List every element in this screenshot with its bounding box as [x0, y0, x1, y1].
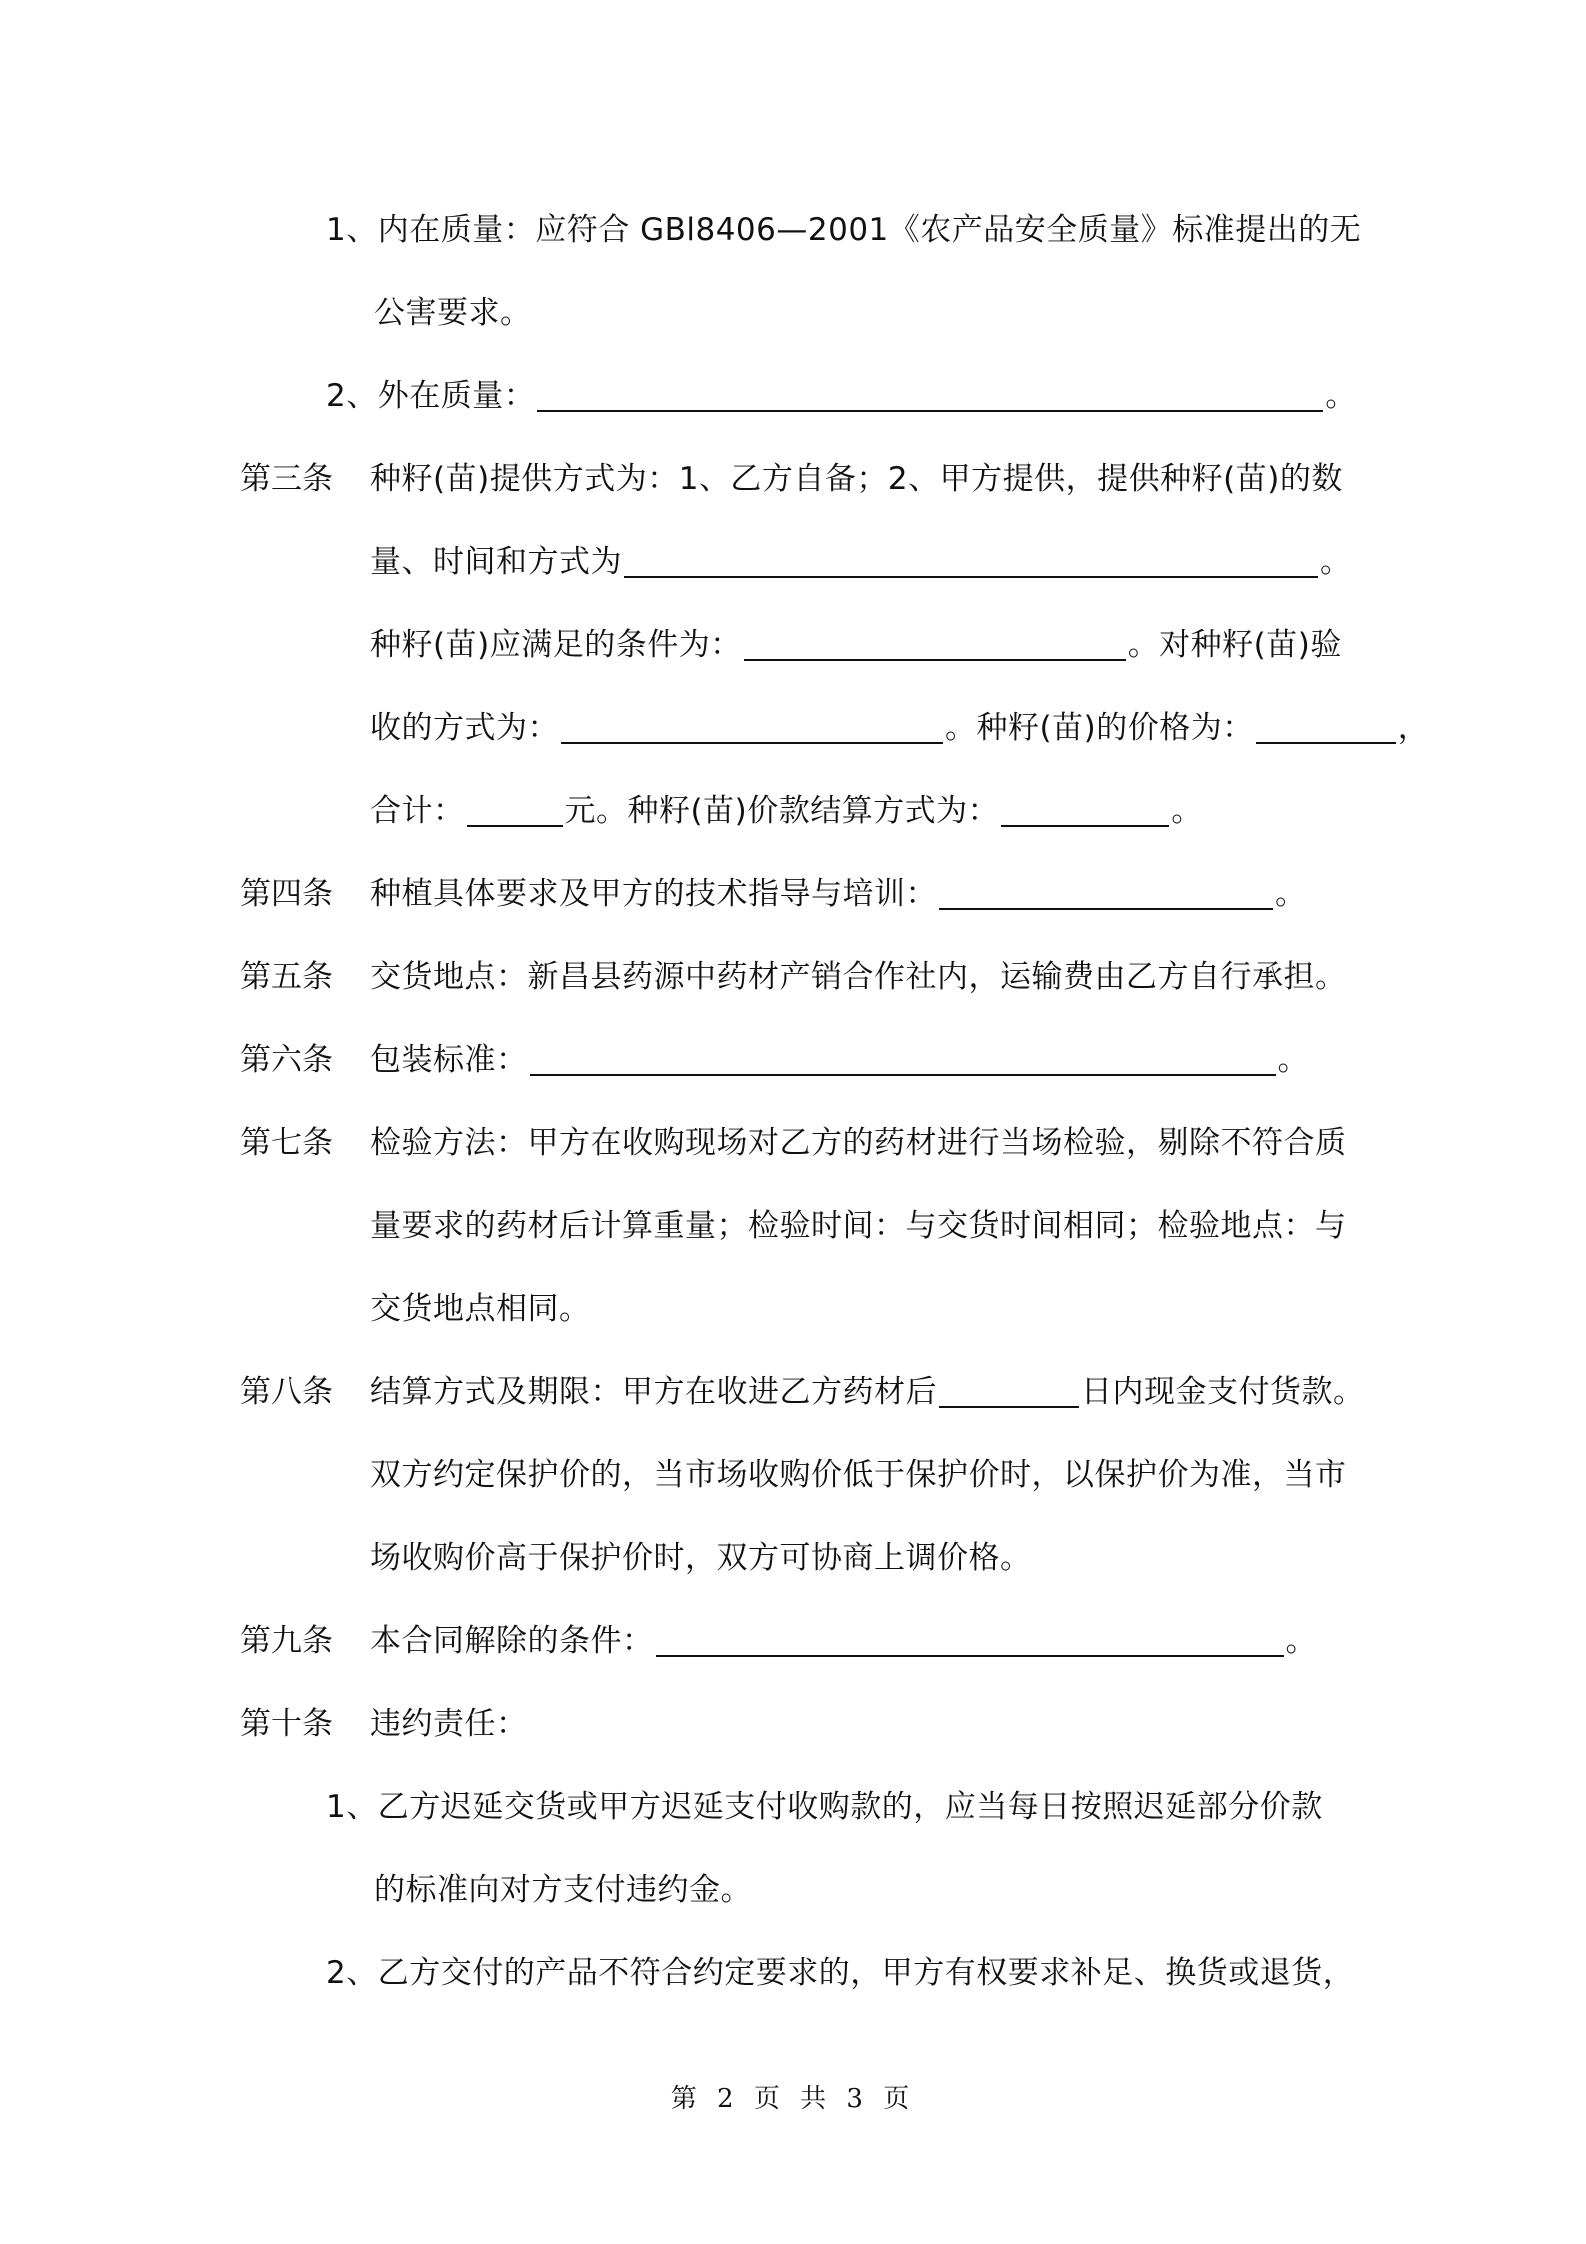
external-quality-blank[interactable] — [537, 366, 1323, 412]
seed-condition-blank[interactable] — [744, 615, 1126, 661]
packaging-standard-blank[interactable] — [530, 1030, 1276, 1076]
page-number-footer: 第 2 页 共 3 页 — [670, 2084, 916, 2114]
article-3-number: 第三条 — [240, 461, 333, 497]
seed-price-blank[interactable] — [1256, 698, 1396, 744]
acceptance-method-blank[interactable] — [561, 698, 943, 744]
article-3-line-1: 种籽(苗)提供方式为：1、乙方自备；2、甲方提供，提供种籽(苗)的数 — [370, 461, 1343, 497]
quality-item-1: 1、内在质量：应符合 GBl8406—2001《农产品安全质量》标准提出的无 — [326, 212, 1362, 248]
article-10-title: 违约责任： — [370, 1706, 528, 1742]
article-3-line-4: 收的方式为： 。种籽(苗)的价格为： ， — [370, 698, 1429, 758]
total-amount-blank[interactable] — [467, 781, 563, 827]
article-8-number: 第八条 — [240, 1374, 333, 1410]
liability-item-1-cont: 的标准向对方支付违约金。 — [374, 1872, 752, 1908]
article-7-line-2: 量要求的药材后计算重量；检验时间：与交货时间相同；检验地点：与 — [370, 1208, 1347, 1244]
article-10-number: 第十条 — [240, 1706, 333, 1742]
article-4-number: 第四条 — [240, 876, 333, 912]
article-7-number: 第七条 — [240, 1125, 333, 1161]
article-9-number: 第九条 — [240, 1623, 333, 1659]
article-4-line: 种植具体要求及甲方的技术指导与培训： 。 — [370, 864, 1307, 924]
liability-item-1: 1、乙方迟延交货或甲方迟延支付收购款的，应当每日按照迟延部分价款 — [326, 1789, 1323, 1825]
article-6-line: 包装标准： 。 — [370, 1030, 1309, 1090]
article-6-number: 第六条 — [240, 1042, 333, 1078]
article-9-line: 本合同解除的条件： 。 — [370, 1611, 1317, 1671]
seed-supply-blank[interactable] — [624, 532, 1318, 578]
article-8-line-2: 双方约定保护价的，当市场收购价低于保护价时，以保护价为准，当市 — [370, 1457, 1347, 1493]
quality-item-1-cont: 公害要求。 — [374, 295, 532, 331]
quality-item-2: 2、外在质量： 。 — [326, 366, 1357, 426]
article-3-line-3: 种籽(苗)应满足的条件为： 。对种籽(苗)验 — [370, 615, 1342, 675]
settlement-method-blank[interactable] — [1001, 781, 1169, 827]
article-5-line: 交货地点：新昌县药源中药材产销合作社内，运输费由乙方自行承担。 — [370, 959, 1347, 995]
article-7-line-1: 检验方法：甲方在收购现场对乙方的药材进行当场检验，剔除不符合质 — [370, 1125, 1347, 1161]
article-8-line-1: 结算方式及期限：甲方在收进乙方药材后 日内现金支付货款。 — [370, 1362, 1365, 1422]
article-5-number: 第五条 — [240, 959, 333, 995]
planting-requirements-blank[interactable] — [939, 864, 1273, 910]
termination-conditions-blank[interactable] — [656, 1611, 1284, 1657]
article-7-line-3: 交货地点相同。 — [370, 1291, 591, 1327]
article-3-line-2: 量、时间和方式为 。 — [370, 532, 1352, 592]
liability-item-2: 2、乙方交付的产品不符合约定要求的，甲方有权要求补足、换货或退货， — [326, 1955, 1355, 1991]
article-3-line-5: 合计： 元。种籽(苗)价款结算方式为： 。 — [370, 781, 1203, 841]
payment-days-blank[interactable] — [939, 1362, 1079, 1408]
article-8-line-3: 场收购价高于保护价时，双方可协商上调价格。 — [370, 1540, 1032, 1576]
